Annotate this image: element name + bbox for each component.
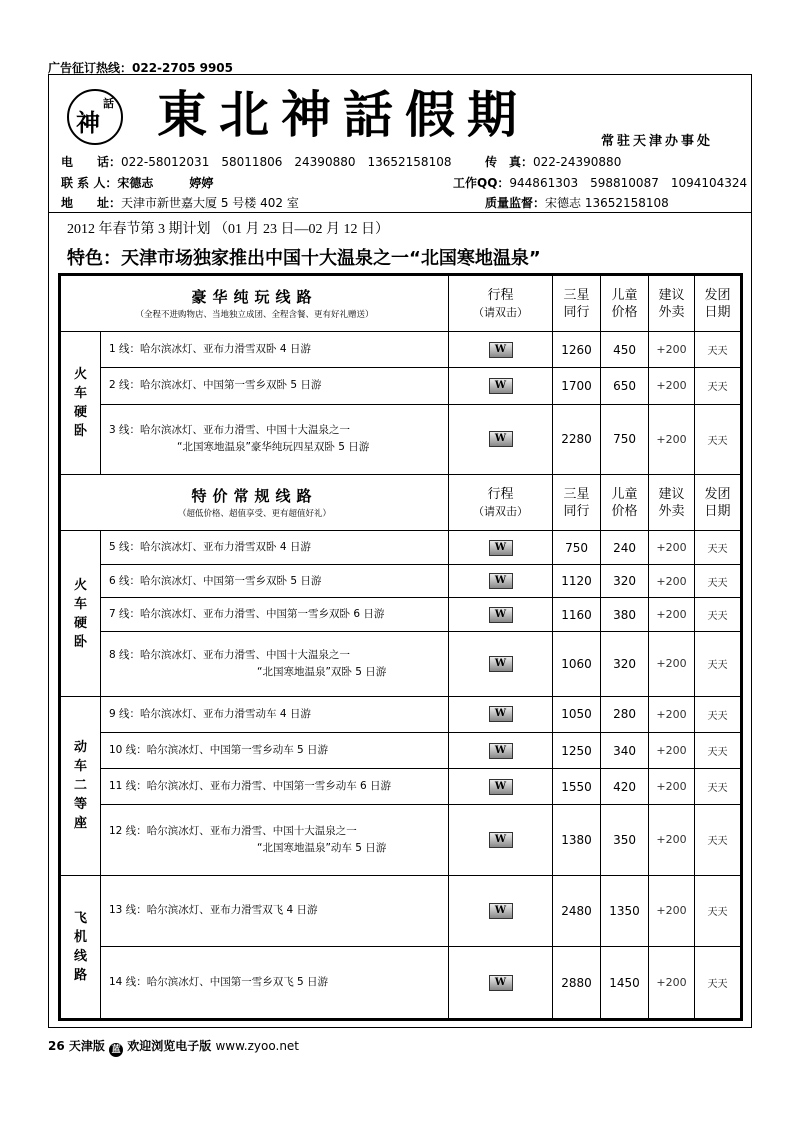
phone-row [61, 153, 451, 170]
route-description [101, 404, 449, 475]
footer [48, 1037, 299, 1057]
col-child-price-line2: 价格 [611, 503, 638, 519]
col-suggest [649, 276, 695, 332]
depart-days: 天天 [695, 598, 741, 632]
three-star-price: 2480 [553, 875, 601, 947]
col-itinerary [449, 276, 553, 332]
depart-days: 天天 [695, 733, 741, 769]
child-price: 1450 [601, 947, 649, 1019]
itinerary-cell [449, 368, 553, 404]
route-line1: 8 线：哈尔滨冰灯、亚布力滑雪、中国十大温泉之一 [109, 648, 351, 661]
word-doc-icon[interactable]: W [489, 342, 513, 358]
word-doc-icon[interactable]: W [489, 975, 513, 991]
col-itinerary [449, 475, 553, 531]
suggest-markup: +200 [649, 404, 695, 475]
word-doc-icon[interactable]: W [489, 706, 513, 722]
col-child-price-line1: 儿童 [611, 486, 638, 502]
ad-hotline: 广告征订热线：022-2705 9905 [48, 61, 234, 75]
route-row [61, 598, 741, 632]
col-child-price [601, 475, 649, 531]
depart-days: 天天 [695, 947, 741, 1019]
fax-label: 传 真： [485, 155, 534, 169]
suggest-markup: +200 [649, 769, 695, 805]
itinerary-cell [449, 598, 553, 632]
company-name: 東北神話假期 [157, 85, 529, 144]
route-row [61, 875, 741, 947]
word-doc-icon[interactable]: W [489, 743, 513, 759]
category-char: 车 [73, 759, 87, 775]
col-child-price-line2: 价格 [611, 304, 638, 320]
section-title: 特价常规线路 [191, 486, 318, 505]
col-suggest-line1: 建议 [658, 287, 685, 303]
three-star-price: 1380 [553, 805, 601, 875]
child-price: 320 [601, 631, 649, 696]
route-row [61, 564, 741, 598]
route-description [101, 598, 449, 632]
route-line1: 6 线：哈尔滨冰灯、中国第一雪乡双卧 5 日游 [109, 574, 322, 587]
footer-page: 26 天津版 [48, 1039, 105, 1053]
suggest-markup: +200 [649, 332, 695, 368]
category-cell [61, 696, 101, 875]
category-char: 线 [73, 948, 87, 964]
section-subtitle: （超低价格、超值享受、更有超值好礼） [178, 508, 332, 519]
col-child-price [601, 276, 649, 332]
col-depart-line1: 发团 [704, 287, 731, 303]
col-depart [695, 475, 741, 531]
route-description [101, 368, 449, 404]
category-char: 火 [73, 577, 87, 593]
divider [49, 212, 751, 213]
word-doc-icon[interactable]: W [489, 903, 513, 919]
col-depart-line2: 日期 [704, 304, 731, 320]
three-star-price: 2880 [553, 947, 601, 1019]
itinerary-cell [449, 631, 553, 696]
suggest-markup: +200 [649, 598, 695, 632]
child-price: 750 [601, 404, 649, 475]
col-three-star-line1: 三星 [563, 287, 590, 303]
three-star-price: 1250 [553, 733, 601, 769]
col-three-star-line1: 三星 [563, 486, 590, 502]
itinerary-cell [449, 564, 553, 598]
fax-row [485, 153, 621, 170]
col-three-star-line2: 同行 [563, 503, 590, 519]
itinerary-cell [449, 696, 553, 732]
depart-days: 天天 [695, 368, 741, 404]
route-row [61, 368, 741, 404]
three-star-price: 1260 [553, 332, 601, 368]
route-line1: 1 线：哈尔滨冰灯、亚布力滑雪双卧 4 日游 [109, 343, 311, 356]
route-row [61, 947, 741, 1019]
word-doc-icon[interactable]: W [489, 431, 513, 447]
logo-small-char: 話 [103, 97, 114, 110]
depart-days: 天天 [695, 531, 741, 565]
word-doc-icon[interactable]: W [489, 540, 513, 556]
category-char: 座 [73, 816, 87, 832]
depart-days: 天天 [695, 696, 741, 732]
route-line1: 5 线：哈尔滨冰灯、亚布力滑雪双卧 4 日游 [109, 541, 311, 554]
child-price: 650 [601, 368, 649, 404]
category-char: 车 [73, 386, 87, 402]
word-doc-icon[interactable]: W [489, 779, 513, 795]
category-char: 飞 [73, 910, 87, 926]
itinerary-cell [449, 769, 553, 805]
three-star-price: 750 [553, 531, 601, 565]
qq-row [453, 174, 747, 191]
footer-text: 欢迎浏览电子版 [127, 1039, 212, 1053]
route-line1: 14 线：哈尔滨冰灯、中国第一雪乡双飞 5 日游 [109, 976, 329, 989]
address-row [61, 194, 299, 211]
col-suggest [649, 475, 695, 531]
col-itinerary-label: 行程 [487, 486, 514, 502]
three-star-price: 1550 [553, 769, 601, 805]
itinerary-cell [449, 733, 553, 769]
qq-label: 工作QQ： [453, 176, 510, 190]
route-description [101, 631, 449, 696]
depart-days: 天天 [695, 769, 741, 805]
route-description [101, 947, 449, 1019]
route-row [61, 769, 741, 805]
category-char: 卧 [73, 424, 87, 440]
word-doc-icon[interactable]: W [489, 573, 513, 589]
office-label: 常驻天津办事处 [601, 134, 714, 149]
col-itinerary-sub: （请双击） [473, 305, 529, 319]
route-line2: “北国寒地温泉”豪华纯玩四星双卧 5 日游 [177, 441, 370, 454]
category-char: 动 [73, 740, 87, 756]
category-char: 硬 [73, 615, 87, 631]
route-row [61, 631, 741, 696]
route-description [101, 332, 449, 368]
child-price: 280 [601, 696, 649, 732]
col-child-price-line1: 儿童 [611, 287, 638, 303]
route-table [58, 273, 743, 1021]
qq-numbers: 944861303 598810087 1094104324 [509, 176, 748, 190]
route-description [101, 531, 449, 565]
route-line1: 9 线：哈尔滨冰灯、亚布力滑雪动车 4 日游 [109, 707, 311, 720]
category-char: 卧 [73, 634, 87, 650]
three-star-price: 1700 [553, 368, 601, 404]
col-three-star [553, 276, 601, 332]
quality-row [485, 194, 669, 211]
route-line1: 7 线：哈尔滨冰灯、亚布力滑雪、中国第一雪乡双卧 6 日游 [109, 608, 385, 621]
child-price: 1350 [601, 875, 649, 947]
plan-title: 2012 年春节第 3 期计划 （01 月 23 日—02 月 12 日） [67, 222, 389, 237]
phone-numbers: 022-58012031 58011806 24390880 13652158108 [121, 155, 452, 169]
category-char: 车 [73, 596, 87, 612]
route-row [61, 805, 741, 875]
route-row [61, 696, 741, 732]
word-doc-icon[interactable]: W [489, 656, 513, 672]
word-doc-icon[interactable]: W [489, 378, 513, 394]
page-frame [48, 74, 752, 1028]
route-line1: 2 线：哈尔滨冰灯、中国第一雪乡双卧 5 日游 [109, 379, 322, 392]
route-line1: 3 线：哈尔滨冰灯、亚布力滑雪、中国十大温泉之一 [109, 424, 351, 437]
contact-row [61, 174, 213, 191]
depart-days: 天天 [695, 564, 741, 598]
col-suggest-line1: 建议 [658, 486, 685, 502]
child-price: 450 [601, 332, 649, 368]
quality-label: 质量监督： [485, 196, 546, 210]
category-char: 机 [73, 929, 87, 945]
suggest-markup: +200 [649, 875, 695, 947]
category-char: 二 [73, 778, 87, 794]
category-cell [61, 332, 101, 475]
logo-char: 神 [76, 108, 100, 137]
phone-label: 电 话： [61, 155, 122, 169]
route-description [101, 696, 449, 732]
route-line1: 13 线：哈尔滨冰灯、亚布力滑雪双飞 4 日游 [109, 904, 318, 917]
feature-headline: 特色：天津市场独家推出中国十大温泉之一“北国寒地温泉” [67, 248, 541, 269]
itinerary-cell [449, 531, 553, 565]
suggest-markup: +200 [649, 733, 695, 769]
section-header [61, 475, 449, 531]
route-row [61, 531, 741, 565]
child-price: 240 [601, 531, 649, 565]
route-line2: “北国寒地温泉”动车 5 日游 [257, 841, 387, 854]
contact-names: 宋德志 婷婷 [117, 176, 214, 190]
category-char: 硬 [73, 405, 87, 421]
three-star-price: 1050 [553, 696, 601, 732]
three-star-price: 2280 [553, 404, 601, 475]
route-line2: “北国寒地温泉”双卧 5 日游 [257, 665, 387, 678]
suggest-markup: +200 [649, 805, 695, 875]
word-doc-icon[interactable]: W [489, 832, 513, 848]
three-star-price: 1060 [553, 631, 601, 696]
child-price: 350 [601, 805, 649, 875]
suggest-markup: +200 [649, 368, 695, 404]
three-star-price: 1160 [553, 598, 601, 632]
itinerary-cell [449, 332, 553, 368]
quality-text: 宋德志 13652158108 [545, 196, 669, 210]
itinerary-cell [449, 404, 553, 475]
footer-url[interactable]: www.zyoo.net [215, 1039, 300, 1053]
route-description [101, 769, 449, 805]
route-line1: 12 线：哈尔滨冰灯、亚布力滑雪、中国十大温泉之一 [109, 824, 357, 837]
col-itinerary-label: 行程 [487, 287, 514, 303]
route-row [61, 332, 741, 368]
route-description [101, 564, 449, 598]
category-cell [61, 875, 101, 1018]
category-cell [61, 531, 101, 697]
depart-days: 天天 [695, 875, 741, 947]
col-depart [695, 276, 741, 332]
col-three-star-line2: 同行 [563, 304, 590, 320]
depart-days: 天天 [695, 332, 741, 368]
itinerary-cell [449, 875, 553, 947]
depart-days: 天天 [695, 631, 741, 696]
col-suggest-line2: 外卖 [658, 503, 685, 519]
child-price: 420 [601, 769, 649, 805]
col-suggest-line2: 外卖 [658, 304, 685, 320]
section-subtitle: （全程不进购物店、当地独立成团、全程含餐、更有好礼赠送） [135, 309, 374, 320]
address-label: 地 址： [61, 196, 122, 210]
route-row [61, 733, 741, 769]
suggest-markup: +200 [649, 531, 695, 565]
category-char: 等 [73, 797, 87, 813]
three-star-price: 1120 [553, 564, 601, 598]
contact-label: 联 系 人： [61, 176, 118, 190]
category-char: 路 [73, 967, 87, 983]
col-depart-line2: 日期 [704, 503, 731, 519]
route-description [101, 875, 449, 947]
word-doc-icon[interactable]: W [489, 607, 513, 623]
col-three-star [553, 475, 601, 531]
child-price: 320 [601, 564, 649, 598]
section-title: 豪华纯玩线路 [191, 287, 318, 306]
route-description [101, 805, 449, 875]
route-line1: 11 线：哈尔滨冰灯、亚布力滑雪、中国第一雪乡动车 6 日游 [109, 780, 392, 793]
suggest-markup: +200 [649, 564, 695, 598]
col-itinerary-sub: （请双击） [473, 504, 529, 518]
suggest-markup: +200 [649, 631, 695, 696]
suggest-markup: +200 [649, 696, 695, 732]
suggest-markup: +200 [649, 947, 695, 1019]
section-header [61, 276, 449, 332]
blue-badge-icon: 蓝 [109, 1043, 123, 1057]
depart-days: 天天 [695, 805, 741, 875]
route-line1: 10 线：哈尔滨冰灯、中国第一雪乡动车 5 日游 [109, 744, 329, 757]
route-row [61, 404, 741, 475]
category-char: 火 [73, 367, 87, 383]
route-description [101, 733, 449, 769]
address-text: 天津市新世嘉大厦 5 号楼 402 室 [121, 196, 299, 210]
depart-days: 天天 [695, 404, 741, 475]
fax-number: 022-24390880 [533, 155, 622, 169]
child-price: 380 [601, 598, 649, 632]
itinerary-cell [449, 947, 553, 1019]
company-logo-icon [67, 89, 123, 145]
itinerary-cell [449, 805, 553, 875]
col-depart-line1: 发团 [704, 486, 731, 502]
child-price: 340 [601, 733, 649, 769]
